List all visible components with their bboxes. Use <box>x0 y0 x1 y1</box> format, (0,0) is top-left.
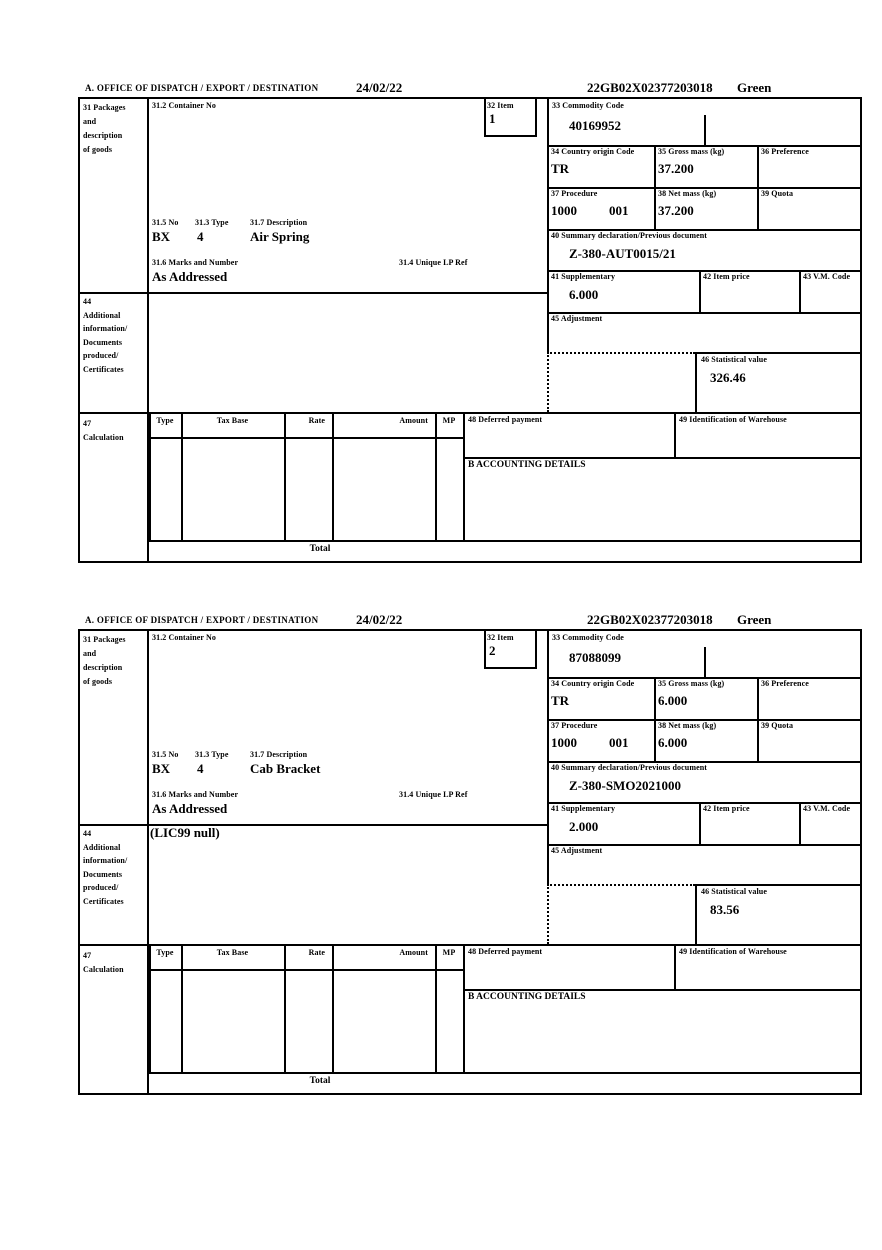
grid-line-dotted <box>547 884 549 944</box>
grid-line-dotted <box>547 884 695 886</box>
box31-7-label: 31.7 Description <box>250 218 308 227</box>
grid-line <box>80 944 860 946</box>
col-mp-header: MP <box>442 416 456 425</box>
grid-line <box>332 412 334 540</box>
grid-line <box>284 944 286 1072</box>
grid-line <box>80 292 547 294</box>
col-rate-header: Rate <box>308 948 325 957</box>
grid-line <box>654 145 656 229</box>
box31-label: 31 Packages and description of goods <box>83 103 126 154</box>
office-of-dispatch-label: A. OFFICE OF DISPATCH / EXPORT / DESTINATION <box>85 615 319 625</box>
routing-status: Green <box>737 612 772 627</box>
package-no-value: BX <box>152 229 171 244</box>
grid-line <box>463 412 465 540</box>
statistical-value: 83.56 <box>710 902 740 917</box>
grid-line-dotted <box>547 352 695 354</box>
box31-5-label: 31.5 No <box>152 750 179 759</box>
box46-label: 46 Statistical value <box>701 887 767 896</box>
box49-label: 49 Identification of Warehouse <box>679 947 787 956</box>
box48-label: 48 Deferred payment <box>468 947 543 956</box>
previous-document-value: Z-380-AUT0015/21 <box>569 246 676 261</box>
col-tax-base-header: Tax Base <box>216 948 249 957</box>
box31-5-label: 31.5 No <box>152 218 179 227</box>
col-rate-header: Rate <box>308 416 325 425</box>
commodity-code-value: 87088099 <box>569 650 621 665</box>
declaration-item-section-2 <box>0 612 882 1095</box>
accounting-details-label: B ACCOUNTING DETAILS <box>468 460 586 470</box>
net-mass-value: 37.200 <box>658 203 694 218</box>
statistical-value: 326.46 <box>710 370 746 385</box>
box31-4-label: 31.4 Unique LP Ref <box>399 258 468 267</box>
box43-label: 43 V.M. Code <box>803 272 851 281</box>
grid-line <box>799 802 801 844</box>
grid-line <box>284 412 286 540</box>
box31-2-label: 31.2 Container No <box>152 633 216 642</box>
acceptance-date: 24/02/22 <box>356 80 403 95</box>
commodity-code-divider <box>704 647 706 677</box>
acceptance-date: 24/02/22 <box>356 612 403 627</box>
box37-label: 37 Procedure <box>551 189 598 198</box>
box42-label: 42 Item price <box>703 272 750 281</box>
grid-line <box>463 989 860 991</box>
box32-label: 32 Item <box>487 633 514 642</box>
item-grid-box <box>78 97 862 563</box>
box36-label: 36 Preference <box>761 679 809 688</box>
box31-3-label: 31.3 Type <box>195 750 229 759</box>
declaration-item-section-1 <box>0 80 882 563</box>
box41-label: 41 Supplementary <box>551 272 616 281</box>
mrn-number: 22GB02X02377203018 <box>587 612 713 627</box>
procedure-extra-value: 001 <box>609 735 629 750</box>
grid-line <box>547 631 549 884</box>
grid-line <box>80 412 860 414</box>
grid-line <box>757 677 759 761</box>
procedure-value: 1000 <box>551 735 577 750</box>
office-of-dispatch-label: A. OFFICE OF DISPATCH / EXPORT / DESTINATION <box>85 83 319 93</box>
grid-line <box>181 412 183 540</box>
box31-4-label: 31.4 Unique LP Ref <box>399 790 468 799</box>
box49-label: 49 Identification of Warehouse <box>679 415 787 424</box>
item-number-value: 2 <box>489 643 496 658</box>
supplementary-value: 2.000 <box>569 819 599 834</box>
grid-line <box>799 270 801 312</box>
col-amount-header: Amount <box>399 948 428 957</box>
box47-label: 47 Calculation <box>83 419 124 442</box>
procedure-extra-value: 001 <box>609 203 629 218</box>
grid-line <box>149 412 151 540</box>
col-type-header: Type <box>156 948 174 957</box>
box46-label: 46 Statistical value <box>701 355 767 364</box>
box38-label: 38 Net mass (kg) <box>658 189 717 198</box>
box31-3-label: 31.3 Type <box>195 218 229 227</box>
box45-label: 45 Adjustment <box>551 846 603 855</box>
grid-line <box>463 457 860 459</box>
col-mp-header: MP <box>442 948 456 957</box>
previous-document-value: Z-380-SMO2021000 <box>569 778 681 793</box>
grid-line <box>149 969 463 971</box>
gross-mass-value: 37.200 <box>658 161 694 176</box>
box34-label: 34 Country origin Code <box>551 147 635 156</box>
grid-line <box>699 270 701 312</box>
item-number-value: 1 <box>489 111 496 126</box>
package-type-value: 4 <box>197 229 204 244</box>
box32-label: 32 Item <box>487 101 514 110</box>
grid-line <box>463 944 465 1072</box>
box34-label: 34 Country origin Code <box>551 679 635 688</box>
grid-line-dotted <box>547 352 549 412</box>
box44-label: 44 Additional information/ Documents produced/ Certificates <box>83 829 128 906</box>
box48-label: 48 Deferred payment <box>468 415 543 424</box>
box31-2-label: 31.2 Container No <box>152 101 216 110</box>
box33-label: 33 Commodity Code <box>552 101 624 110</box>
commodity-code-value: 40169952 <box>569 118 621 133</box>
grid-line <box>149 437 463 439</box>
box44-label: 44 Additional information/ Documents produced/ Certificates <box>83 297 128 374</box>
box47-label: 47 Calculation <box>83 951 124 974</box>
box40-label: 40 Summary declaration/Previous document <box>551 231 708 240</box>
package-type-value: 4 <box>197 761 204 776</box>
description-value: Air Spring <box>250 229 310 244</box>
country-origin-value: TR <box>551 693 570 708</box>
accounting-details-label: B ACCOUNTING DETAILS <box>468 992 586 1002</box>
supplementary-value: 6.000 <box>569 287 599 302</box>
box36-label: 36 Preference <box>761 147 809 156</box>
col-type-header: Type <box>156 416 174 425</box>
grid-line <box>332 944 334 1072</box>
grid-line <box>435 944 437 1072</box>
box31-6-label: 31.6 Marks and Number <box>152 258 239 267</box>
grid-line <box>435 412 437 540</box>
item-grid-box <box>78 629 862 1095</box>
country-origin-value: TR <box>551 161 570 176</box>
box31-6-label: 31.6 Marks and Number <box>152 790 239 799</box>
box41-label: 41 Supplementary <box>551 804 616 813</box>
grid-line <box>674 412 676 457</box>
box31-7-label: 31.7 Description <box>250 750 308 759</box>
box43-label: 43 V.M. Code <box>803 804 851 813</box>
additional-information-value: (LIC99 null) <box>150 825 220 840</box>
box45-label: 45 Adjustment <box>551 314 603 323</box>
box39-label: 39 Quota <box>761 189 794 198</box>
box37-label: 37 Procedure <box>551 721 598 730</box>
commodity-code-divider <box>704 115 706 145</box>
box35-label: 35 Gross mass (kg) <box>658 679 725 688</box>
grid-line <box>757 145 759 229</box>
marks-and-number-value: As Addressed <box>152 269 228 284</box>
col-tax-base-header: Tax Base <box>216 416 249 425</box>
total-label: Total <box>309 544 331 554</box>
mrn-number: 22GB02X02377203018 <box>587 80 713 95</box>
total-label: Total <box>309 1076 331 1086</box>
description-value: Cab Bracket <box>250 761 321 776</box>
grid-line <box>149 540 860 542</box>
grid-line <box>654 677 656 761</box>
package-no-value: BX <box>152 761 171 776</box>
gross-mass-value: 6.000 <box>658 693 688 708</box>
box33-label: 33 Commodity Code <box>552 633 624 642</box>
box31-label: 31 Packages and description of goods <box>83 635 126 686</box>
grid-line <box>181 944 183 1072</box>
grid-line <box>674 944 676 989</box>
grid-line <box>547 99 549 352</box>
marks-and-number-value: As Addressed <box>152 801 228 816</box>
net-mass-value: 6.000 <box>658 735 688 750</box>
box38-label: 38 Net mass (kg) <box>658 721 717 730</box>
box42-label: 42 Item price <box>703 804 750 813</box>
grid-line <box>699 802 701 844</box>
col-amount-header: Amount <box>399 416 428 425</box>
grid-line <box>149 1072 860 1074</box>
box35-label: 35 Gross mass (kg) <box>658 147 725 156</box>
box40-label: 40 Summary declaration/Previous document <box>551 763 708 772</box>
box39-label: 39 Quota <box>761 721 794 730</box>
routing-status: Green <box>737 80 772 95</box>
procedure-value: 1000 <box>551 203 577 218</box>
grid-line <box>149 944 151 1072</box>
